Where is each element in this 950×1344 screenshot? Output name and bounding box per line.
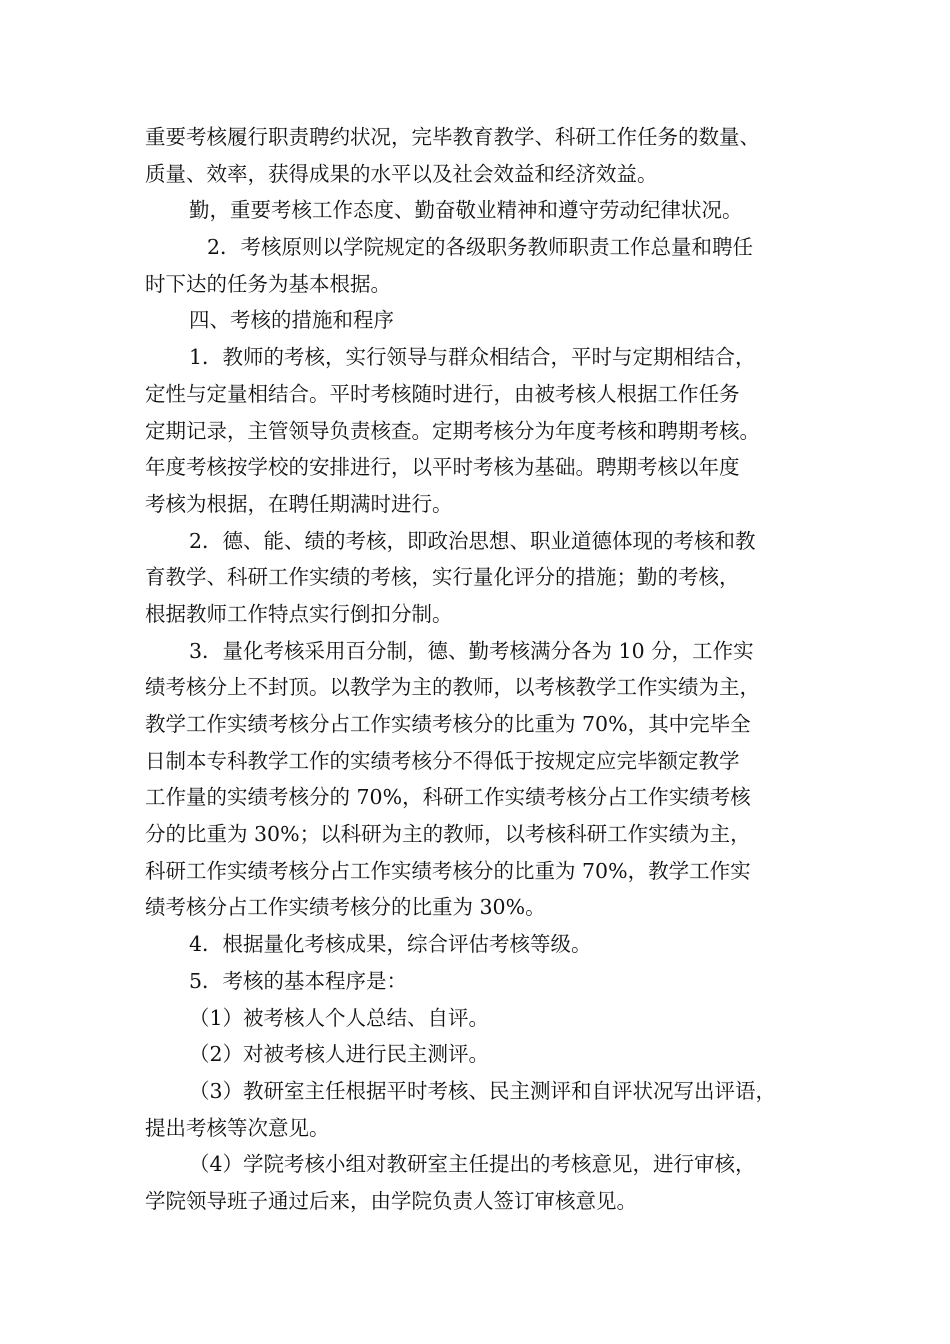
paragraph-line: 绩考核分上不封顶。以教学为主的教师，以考核教学工作实绩为主， [145, 675, 760, 700]
paragraph-line: 科研工作实绩考核分占工作实绩考核分的比重为 70%，教学工作实 [145, 858, 751, 883]
paragraph-line: 3．量化考核采用百分制，德、勤考核满分各为 10 分，工作实 [189, 638, 754, 663]
paragraph-line: 质量、效率，获得成果的水平以及社会效益和经济效益。 [145, 161, 658, 186]
paragraph-line: 学院领导班子通过后来，由学院负责人签订审核意见。 [145, 1188, 637, 1213]
paragraph-line: 提出考核等次意见。 [145, 1115, 330, 1140]
paragraph-line: （3）教研室主任根据平时考核、民主测评和自评状况写出评语， [189, 1078, 777, 1103]
paragraph-line: 2．考核原则以学院规定的各级职务教师职责工作总量和聘任 [207, 235, 754, 260]
paragraph-line: 教学工作实绩考核分占工作实绩考核分的比重为 70%，其中完毕全 [145, 712, 751, 736]
paragraph-line: 年度考核按学校的安排进行，以平时考核为基础。聘期考核以年度 [145, 455, 740, 480]
paragraph-line: 绩考核分占工作实绩考核分的比重为 30%。 [145, 895, 546, 920]
paragraph-line: 4．根据量化考核成果，综合评估考核等级。 [189, 932, 592, 957]
paragraph-line: 2．德、能、绩的考核，即政治思想、职业道德体现的考核和教 [189, 528, 756, 553]
paragraph-line: 重要考核履行职责聘约状况，完毕教育教学、科研工作任务的数量、 [145, 125, 760, 149]
paragraph-line: 育教学、科研工作实绩的考核，实行量化评分的措施；勤的考核， [145, 565, 740, 590]
paragraph-line: （2）对被考核人进行民主测评。 [189, 1042, 490, 1067]
paragraph-line: 考核为根据，在聘任期满时进行。 [145, 491, 453, 516]
document-body [145, 119, 825, 1220]
paragraph-line: （4）学院考核小组对教研室主任提出的考核意见，进行审核， [189, 1152, 756, 1177]
paragraph-line: 日制本专科教学工作的实绩考核分不得低于按规定应完毕额定教学 [145, 748, 740, 773]
paragraph-line: 时下达的任务为基本根据。 [145, 271, 391, 296]
paragraph-line: 工作量的实绩考核分的 70%，科研工作实绩考核分占工作实绩考核 [145, 785, 751, 810]
paragraph-line: 分的比重为 30%；以科研为主的教师，以考核科研工作实绩为主， [145, 822, 751, 847]
paragraph-line: （1）被考核人个人总结、自评。 [189, 1005, 490, 1030]
paragraph-line: 定期记录，主管领导负责核查。定期考核分为年度考核和聘期考核。 [145, 418, 760, 443]
paragraph-line: 5．考核的基本程序是： [189, 968, 408, 993]
paragraph-line: 定性与定量相结合。平时考核随时进行，由被考核人根据工作任务 [145, 381, 740, 406]
paragraph-line: 1．教师的考核，实行领导与群众相结合，平时与定期相结合， [189, 345, 756, 370]
paragraph-line: 根据教师工作特点实行倒扣分制。 [145, 601, 453, 626]
paragraph-line: 四、考核的措施和程序 [189, 308, 394, 333]
paragraph-line: 勤，重要考核工作态度、勤奋敬业精神和遵守劳动纪律状况。 [189, 198, 743, 223]
